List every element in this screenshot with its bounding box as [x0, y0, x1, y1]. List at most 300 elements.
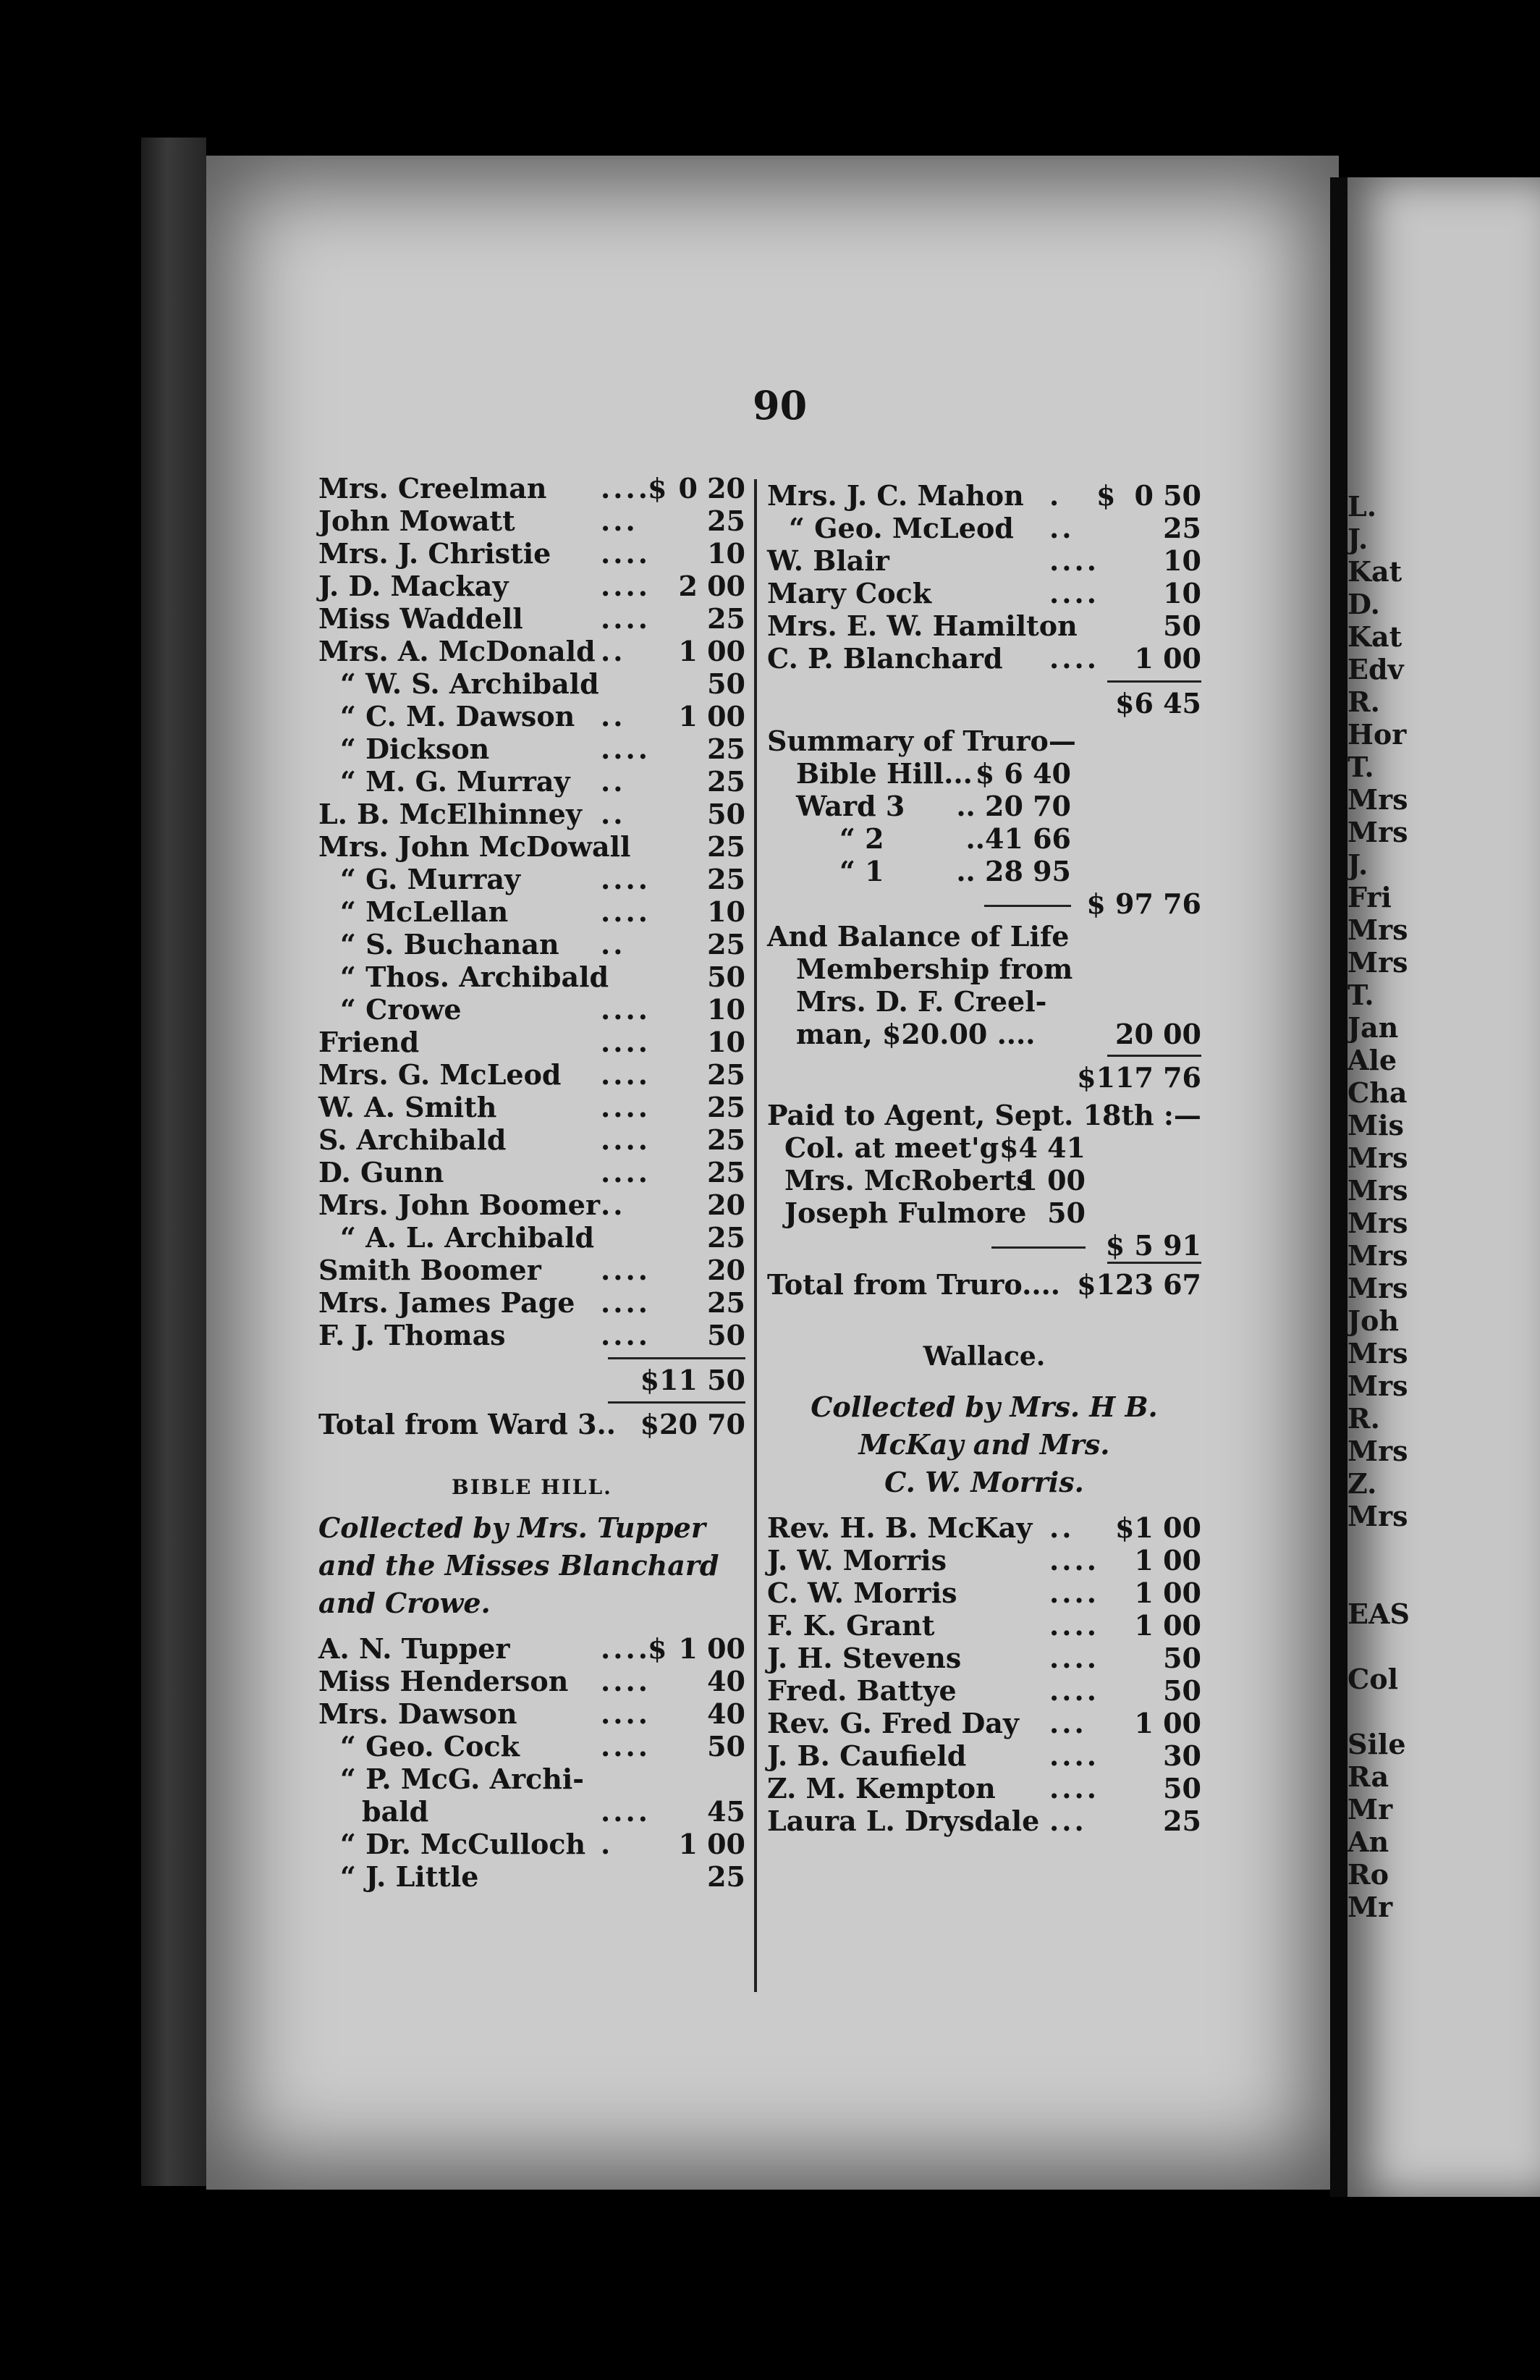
leader-dots: .. — [601, 798, 626, 830]
donation-amount: 25 — [707, 733, 745, 765]
adjacent-page-text: Mis — [1348, 1109, 1404, 1142]
donor-row — [318, 1860, 745, 1893]
summary-row — [767, 790, 1201, 822]
leader-dots: .... — [601, 1123, 651, 1156]
donation-amount: 50 — [707, 1319, 745, 1351]
donor-row — [318, 1828, 745, 1860]
donor-name: “ P. McG. Archi- — [340, 1763, 585, 1795]
donor-row — [318, 1156, 745, 1189]
adjacent-page-text: Mrs — [1348, 1337, 1408, 1370]
donor-row — [318, 1221, 745, 1254]
summary-label: “ 1 — [839, 855, 884, 887]
donation-amount: 25 — [707, 1860, 745, 1893]
adjacent-page — [1348, 177, 1540, 2197]
note-line — [767, 953, 1201, 985]
adjacent-page-text: Mrs — [1348, 1370, 1408, 1402]
summary-label: Ward 3 — [796, 790, 905, 822]
wallace-title: Wallace. — [923, 1341, 1046, 1372]
leader-dots: .... — [601, 1730, 651, 1763]
donor-name: L. B. McElhinney — [318, 798, 582, 830]
adjacent-page-text: EAS — [1348, 1598, 1410, 1630]
paid-amount: 1 00 — [1018, 1164, 1086, 1197]
donor-name: J. D. Mackay — [318, 570, 509, 602]
summary-row — [767, 822, 1201, 855]
adjacent-page-text: Kat — [1348, 555, 1402, 588]
leader-dots: .... — [1049, 544, 1099, 577]
leader-dots: .... — [601, 1286, 651, 1319]
donation-amount: 50 — [1163, 1674, 1201, 1707]
donor-name: Miss Henderson — [318, 1665, 569, 1697]
leader-dots: .. — [601, 700, 626, 733]
donation-amount: $1 00 — [1115, 1511, 1201, 1544]
summary-heading: Summary of Truro— — [767, 725, 1076, 757]
donation-amount: 1 00 — [1134, 642, 1201, 675]
donor-name: Mrs. John Boomer — [318, 1189, 600, 1221]
leader-dots: .... — [601, 472, 651, 505]
donation-amount: 50 — [1163, 1772, 1201, 1805]
leader-dots: .... — [601, 1026, 651, 1058]
donor-name: Smith Boomer — [318, 1254, 541, 1286]
note-line — [767, 1018, 1201, 1050]
donor-name: Mary Cock — [767, 577, 932, 609]
donor-row — [767, 479, 1201, 512]
donor-name: S. Archibald — [318, 1123, 507, 1156]
adjacent-page-text: R. — [1348, 685, 1380, 718]
leader-dots: .... — [601, 570, 651, 602]
summary-list — [767, 757, 1201, 887]
note-line — [767, 985, 1201, 1018]
donor-name: F. J. Thomas — [318, 1319, 506, 1351]
truro-total-label: Total from Truro.... — [767, 1268, 1061, 1301]
wallace-collector — [767, 1388, 1201, 1501]
collector-line: C. W. Morris. — [884, 1466, 1084, 1498]
donor-name: Laura L. Drysdale — [767, 1805, 1040, 1837]
donor-row — [767, 1511, 1201, 1544]
donor-name: Mrs. G. McLeod — [318, 1058, 562, 1091]
leader-dots: .... — [601, 863, 651, 895]
donation-amount: 1 00 — [678, 700, 745, 733]
donation-amount: 25 — [707, 830, 745, 863]
donor-name: Mrs. James Page — [318, 1286, 575, 1319]
note-text: man, $20.00 .... — [796, 1018, 1036, 1050]
donation-amount: 10 — [707, 537, 745, 570]
donor-row — [767, 1674, 1201, 1707]
summary-total: $ 97 76 — [1086, 887, 1201, 920]
book-spine-shadow — [141, 138, 206, 2186]
leader-dots: .... — [601, 1665, 651, 1697]
donor-name: “ McLellan — [340, 895, 509, 928]
bible-hill-title: BIBLE HILL. — [452, 1475, 612, 1499]
leader-dots: .. — [1049, 512, 1075, 544]
adjacent-page-text: Cha — [1348, 1076, 1408, 1109]
leader-dots: .... — [601, 1058, 651, 1091]
adjacent-page-text: Mrs — [1348, 1272, 1408, 1304]
donor-row — [318, 1697, 745, 1730]
donation-amount: 1 00 — [678, 1828, 745, 1860]
bible-hill-list — [318, 1632, 745, 1893]
paid-label: Mrs. McRoberts — [784, 1164, 1032, 1197]
donation-amount: 25 — [707, 1058, 745, 1091]
donation-amount: 20 — [707, 1254, 745, 1286]
donor-name: Mrs. Dawson — [318, 1697, 517, 1730]
leader-dots: .... — [601, 895, 651, 928]
donor-row — [318, 537, 745, 570]
donation-amount: 50 — [1163, 1642, 1201, 1674]
donor-name: Z. M. Kempton — [767, 1772, 996, 1805]
leader-dots: . — [601, 1828, 614, 1860]
dollar-sign: $ — [1096, 479, 1116, 512]
donation-amount: 10 — [1163, 544, 1201, 577]
donation-amount: 25 — [707, 1091, 745, 1123]
summary-amount: .. 28 95 — [956, 855, 1071, 887]
donation-amount: 45 — [707, 1795, 745, 1828]
adjacent-page-text: T. — [1348, 751, 1374, 783]
donation-amount: 50 — [1163, 609, 1201, 642]
adjacent-page-text: T. — [1348, 979, 1374, 1011]
donor-name: C. P. Blanchard — [767, 642, 1003, 675]
adjacent-page-text: Mrs — [1348, 1174, 1408, 1207]
donation-amount: 50 — [707, 667, 745, 700]
leader-dots: . — [1049, 479, 1062, 512]
donor-row — [318, 1091, 745, 1123]
leader-dots: .. — [601, 928, 626, 961]
donation-amount: 10 — [707, 993, 745, 1026]
donor-name: Friend — [318, 1026, 420, 1058]
summary-amount: $ 6 40 — [975, 757, 1071, 790]
adjacent-page-text: Mrs — [1348, 1435, 1408, 1467]
leader-dots: .. — [601, 765, 626, 798]
ward1-subtotal-row — [767, 683, 1201, 725]
donor-row — [767, 1544, 1201, 1577]
donation-amount: 25 — [707, 1156, 745, 1189]
donor-name: J. W. Morris — [767, 1544, 947, 1577]
donor-row — [318, 667, 745, 700]
leader-dots: ... — [1049, 1707, 1087, 1739]
paid-total-row — [767, 1229, 1201, 1262]
donor-row — [318, 1763, 745, 1795]
leader-dots: .... — [1049, 1642, 1099, 1674]
ward3-total-label: Total from Ward 3.. — [318, 1408, 616, 1440]
adjacent-page-text: Mrs — [1348, 913, 1408, 946]
summary-label: Bible Hill... — [796, 757, 973, 790]
donor-name: “ G. Murray — [340, 863, 521, 895]
donor-row — [767, 1609, 1201, 1642]
donation-amount: 2 00 — [678, 570, 745, 602]
adjacent-page-text: J. — [1348, 848, 1368, 881]
donation-amount: 0 50 — [1134, 479, 1201, 512]
adjacent-page-text: Fri — [1348, 881, 1392, 913]
donor-name: Mrs. Creelman — [318, 472, 547, 505]
donor-row — [318, 1123, 745, 1156]
donor-row — [318, 765, 745, 798]
ward3-subtotal: $11 50 — [640, 1364, 745, 1396]
paid-total: $ 5 91 — [1105, 1229, 1201, 1262]
donor-row — [318, 928, 745, 961]
donor-name: Mrs. John McDowall — [318, 830, 631, 863]
paid-amount: $4 41 — [999, 1131, 1086, 1164]
summary-label: “ 2 — [839, 822, 884, 855]
donor-name: “ Geo. Cock — [340, 1730, 520, 1763]
bible-hill-collector: Collected by Mrs. Tupper and the Misses Blanchard and Crowe. — [318, 1511, 719, 1619]
paid-label: Joseph Fulmore — [784, 1197, 1027, 1229]
donor-name: W. Blair — [767, 544, 889, 577]
donation-amount: 1 00 — [1134, 1609, 1201, 1642]
donation-amount: 25 — [707, 505, 745, 537]
leader-dots: .... — [1049, 1577, 1099, 1609]
donor-name: Mrs. J. Christie — [318, 537, 551, 570]
donor-row — [318, 700, 745, 733]
adjacent-page-text: Sile — [1348, 1728, 1406, 1760]
donor-row — [318, 993, 745, 1026]
leader-dots: ... — [1049, 1805, 1087, 1837]
adjacent-page-text: L. — [1348, 490, 1376, 523]
right-column — [767, 479, 1201, 1837]
donor-name: “ W. S. Archibald — [340, 667, 599, 700]
donor-name: D. Gunn — [318, 1156, 444, 1189]
donor-name: “ Dickson — [340, 733, 490, 765]
adjacent-page-text: An — [1348, 1826, 1389, 1858]
donor-row — [318, 635, 745, 667]
collector-line: Collected by Mrs. H B. — [811, 1391, 1158, 1423]
adjacent-page-text: Edv — [1348, 653, 1404, 685]
donor-row — [318, 1665, 745, 1697]
donation-amount: 30 — [1163, 1739, 1201, 1772]
leader-dots: .... — [1049, 577, 1099, 609]
donor-name: “ A. L. Archibald — [340, 1221, 595, 1254]
donation-amount: 10 — [1163, 577, 1201, 609]
adjacent-page-text: Z. — [1348, 1467, 1377, 1500]
donor-row — [767, 544, 1201, 577]
adjacent-page-text: Mr — [1348, 1793, 1393, 1826]
donor-name: W. A. Smith — [318, 1091, 497, 1123]
donation-amount: 0 20 — [678, 472, 745, 505]
paid-row — [767, 1197, 1201, 1229]
column-divider — [754, 479, 757, 1992]
ward1-subtotal: $6 45 — [1115, 687, 1201, 720]
paid-row — [767, 1164, 1201, 1197]
donation-amount: 50 — [707, 1730, 745, 1763]
paid-list — [767, 1131, 1201, 1229]
note-text: Membership from — [796, 953, 1073, 985]
donation-amount: 1 00 — [1134, 1707, 1201, 1739]
donor-name: bald — [362, 1795, 429, 1828]
donation-amount: 25 — [1163, 1805, 1201, 1837]
donation-amount: 1 00 — [678, 1632, 745, 1665]
donor-name: “ Dr. McCulloch — [340, 1828, 586, 1860]
adjacent-page-text — [1348, 1695, 1410, 1728]
adjacent-page-text: Hor — [1348, 718, 1407, 751]
leader-dots: .... — [601, 537, 651, 570]
donor-row — [767, 1739, 1201, 1772]
donation-amount: 10 — [707, 895, 745, 928]
donation-amount: 50 — [707, 961, 745, 993]
donation-amount: 40 — [707, 1665, 745, 1697]
leader-dots: .... — [1049, 1544, 1099, 1577]
donor-row — [318, 1730, 745, 1763]
page-gutter — [1330, 177, 1348, 2197]
adjacent-page-text: Mrs — [1348, 946, 1408, 979]
donor-name: Fred. Battye — [767, 1674, 957, 1707]
adjacent-page-text: Mrs — [1348, 1239, 1408, 1272]
donor-row — [318, 1632, 745, 1665]
adjacent-page-text: Mrs — [1348, 1500, 1408, 1532]
adjacent-page-text: Kat — [1348, 620, 1402, 653]
donor-name: J. H. Stevens — [767, 1642, 962, 1674]
donation-amount: 1 00 — [678, 635, 745, 667]
donor-row — [318, 733, 745, 765]
adjacent-page-text: R. — [1348, 1402, 1380, 1435]
balance-total-row — [767, 1057, 1201, 1099]
adjacent-page-text: D. — [1348, 588, 1380, 620]
donor-row — [318, 570, 745, 602]
adjacent-page-text: Ro — [1348, 1858, 1389, 1891]
donor-name: “ J. Little — [340, 1860, 479, 1893]
note-text: And Balance of Life — [767, 920, 1070, 953]
leader-dots: .... — [601, 1319, 651, 1351]
adjacent-page-fragments — [1348, 490, 1410, 1923]
left-column — [318, 472, 745, 1893]
life-membership-note — [767, 920, 1201, 1050]
donor-row — [767, 609, 1201, 642]
truro-total-row — [767, 1264, 1201, 1306]
donor-row — [318, 1286, 745, 1319]
adjacent-page-text: Ra — [1348, 1760, 1389, 1793]
donation-amount: 25 — [707, 1123, 745, 1156]
page-number: 90 — [753, 382, 808, 429]
ward3-total-row — [318, 1404, 745, 1446]
leader-dots: .... — [601, 1795, 651, 1828]
donor-name: C. W. Morris — [767, 1577, 957, 1609]
donor-row — [767, 1707, 1201, 1739]
adjacent-page-text: J. — [1348, 523, 1368, 555]
summary-total-row — [767, 887, 1201, 920]
donor-name: John Mowatt — [318, 505, 515, 537]
leader-dots: .... — [1049, 1674, 1099, 1707]
donor-name: J. B. Caufield — [767, 1739, 967, 1772]
leader-dots: .... — [601, 1632, 651, 1665]
donor-row — [318, 798, 745, 830]
donor-name: “ Thos. Archibald — [340, 961, 609, 993]
donor-row — [767, 512, 1201, 544]
leader-dots: .... — [1049, 1609, 1099, 1642]
donor-row — [767, 642, 1201, 675]
adjacent-page-text: Mrs — [1348, 1142, 1408, 1174]
adjacent-page-text: Ale — [1348, 1044, 1397, 1076]
summary-amount: ..41 66 — [965, 822, 1071, 855]
paid-label: Col. at meet'g — [784, 1131, 999, 1164]
dollar-sign: $ — [648, 472, 667, 505]
ward3-subtotal-row — [318, 1359, 745, 1401]
leader-dots: .... — [601, 993, 651, 1026]
donor-name: Rev. H. B. McKay — [767, 1511, 1033, 1544]
wallace-list — [767, 1511, 1201, 1837]
donor-name: “ Geo. McLeod — [789, 512, 1014, 544]
donor-row — [318, 1189, 745, 1221]
leader-dots: .. — [601, 635, 626, 667]
donation-amount: 50 — [707, 798, 745, 830]
donor-name: Miss Waddell — [318, 602, 523, 635]
donation-amount: 1 00 — [1134, 1577, 1201, 1609]
ward1-list — [767, 479, 1201, 675]
leader-dots: .. — [1049, 1511, 1075, 1544]
summary-row — [767, 757, 1201, 790]
donor-row — [318, 602, 745, 635]
note-text: Mrs. D. F. Creel- — [796, 985, 1047, 1018]
adjacent-page-text: Col — [1348, 1663, 1399, 1695]
leader-dots: .... — [1049, 642, 1099, 675]
leader-dots: .... — [601, 1091, 651, 1123]
leader-dots: .... — [601, 1156, 651, 1189]
adjacent-page-text — [1348, 1565, 1410, 1598]
summary-amount: .. 20 70 — [956, 790, 1071, 822]
leader-dots: .... — [601, 602, 651, 635]
paid-amount: 50 — [1047, 1197, 1086, 1229]
donor-row — [318, 830, 745, 863]
donation-amount: 10 — [707, 1026, 745, 1058]
adjacent-page-text: Jan — [1348, 1011, 1399, 1044]
dollar-sign: $ — [648, 1632, 667, 1665]
leader-dots: .... — [601, 1697, 651, 1730]
donation-amount: 20 — [707, 1189, 745, 1221]
summary-row — [767, 855, 1201, 887]
donor-row — [318, 1026, 745, 1058]
leader-dots: .... — [601, 733, 651, 765]
donor-row — [318, 472, 745, 505]
balance-total: $117 76 — [1077, 1061, 1201, 1094]
adjacent-page-text: Mrs — [1348, 1207, 1408, 1239]
donation-amount: 25 — [707, 928, 745, 961]
collector-line: McKay and Mrs. — [858, 1428, 1110, 1461]
donor-row — [767, 1805, 1201, 1837]
donor-name: “ Crowe — [340, 993, 462, 1026]
note-line — [767, 920, 1201, 953]
leader-dots: .... — [601, 1254, 651, 1286]
donation-amount: 25 — [707, 863, 745, 895]
donation-amount: 25 — [707, 1221, 745, 1254]
leader-dots: .... — [1049, 1739, 1099, 1772]
donor-name: A. N. Tupper — [318, 1632, 510, 1665]
donor-row — [318, 1795, 745, 1828]
donor-row — [318, 1058, 745, 1091]
leader-dots: ... — [601, 505, 638, 537]
leader-dots: .. — [601, 1189, 626, 1221]
donor-row — [318, 505, 745, 537]
donor-row — [318, 1254, 745, 1286]
donation-amount: 25 — [1163, 512, 1201, 544]
donor-name: Mrs. E. W. Hamilton — [767, 609, 1078, 642]
donor-name: Rev. G. Fred Day — [767, 1707, 1019, 1739]
donor-name: “ C. M. Dawson — [340, 700, 575, 733]
donor-row — [767, 1772, 1201, 1805]
balance-amount: 20 00 — [1115, 1018, 1201, 1050]
ward3-total-amount: $20 70 — [640, 1408, 745, 1440]
donor-row — [318, 961, 745, 993]
donor-name: “ M. G. Murray — [340, 765, 570, 798]
donor-row — [767, 1577, 1201, 1609]
adjacent-page-text: Joh — [1348, 1304, 1399, 1337]
donation-amount: 40 — [707, 1697, 745, 1730]
donation-amount: 25 — [707, 765, 745, 798]
adjacent-page-text: Mrs — [1348, 816, 1408, 848]
donor-name: “ S. Buchanan — [340, 928, 559, 961]
donation-amount: 1 00 — [1134, 1544, 1201, 1577]
paid-row — [767, 1131, 1201, 1164]
leader-dots: .... — [1049, 1772, 1099, 1805]
donor-row — [318, 863, 745, 895]
donor-name: Mrs. A. McDonald — [318, 635, 596, 667]
donor-row — [318, 1319, 745, 1351]
paid-heading: Paid to Agent, Sept. 18th :— — [767, 1099, 1201, 1131]
